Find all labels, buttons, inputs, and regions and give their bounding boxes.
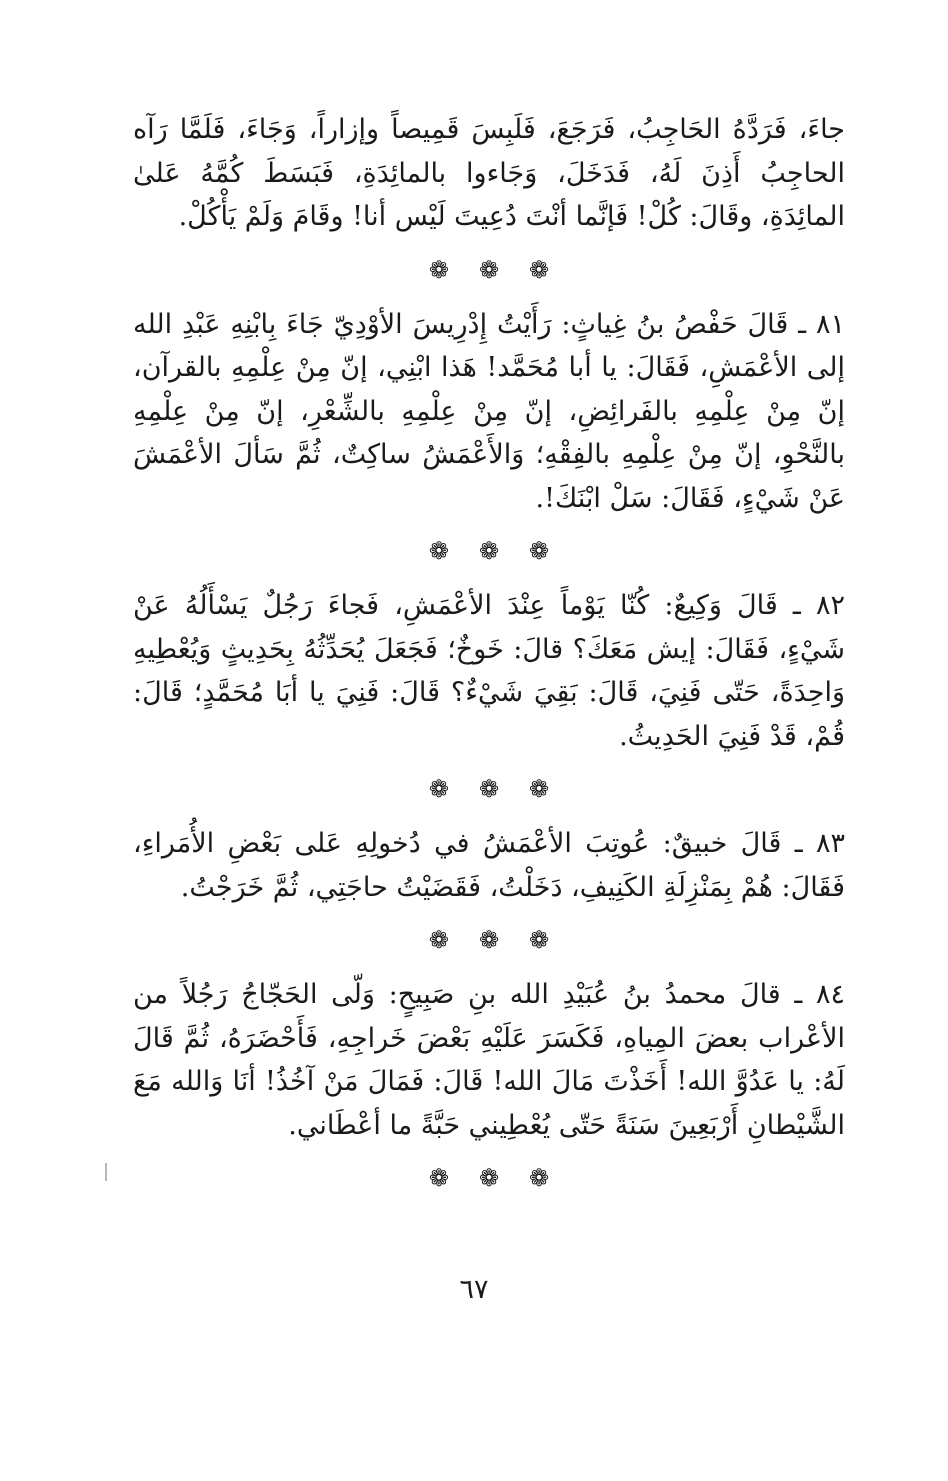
flower-icon: ❁ [478,1164,500,1192]
flower-icon: ❁ [428,255,449,284]
paragraph-continuation: جاءَ، فَرَدَّهُ الحَاجِبُ، فَرَجَعَ، فَلَبِسَ قَمِيصاً وإزاراً، وَجَاءَ، فَلَمَّا رَآه الحاجِبُ أَذِنَ لَهُ، فَدَخَلَ، وَجَاءوا بالمائِدَةِ، فَبَسَطَ كُمَّهُ عَلىٰ المائِدَةِ، وقَالَ: كُلْ! فَإنَّما أنْتَ دُعِيتَ لَيْس أنا! وقَامَ وَلَمْ يَأْكُلْ. [133,114,845,232]
paragraph-82: ٨٢ ـ قَالَ وَكِيعٌ: كُنّا يَوْماً عِنْدَ الأعْمَشِ، فَجاءَ رَجُلٌ يَسْأَلُهُ عَنْ شَيْءٍ، فَقَالَ: إيش مَعَكَ؟ قالَ: خَوخٌ؛ فَجَعَلَ يُحَدِّثُهُ بِحَدِيثٍ وَيُعْطِيهِ وَاحِدَةً، حَتّى فَنِيَ، قَالَ: بَقِيَ شَيْءٌ؟ قَالَ: فَنِيَ يا أبَا مُحَمَّدٍ؛ قَالَ: قُمْ، قَدْ فَنِيَ الحَدِيثُ. [133,590,845,752]
book-page [133,108,845,1211]
section-separator [133,1155,845,1201]
section-separator [133,766,845,812]
margin-mark [105,1163,107,1181]
flower-icon: ❁ [478,926,500,954]
flower-icon: ❁ [529,1164,550,1192]
flower-icon: ❁ [529,926,550,954]
section-separator [133,247,845,293]
flower-icon: ❁ [529,255,550,284]
paragraph-81: ٨١ ـ قَالَ حَفْصُ بنُ غِياثٍ: رَأَيْتُ إِدْرِيسَ الأوْدِيّ جَاءَ بِابْنِهِ عَبْدِ الله إلى الأعْمَشِ، فَقَالَ: يا أبا مُحَمَّد! هَذا ابْنِي، إنّ مِنْ عِلْمِهِ بالقرآن، إنّ مِنْ عِلْمِهِ بالفَرائِضِ، إنّ مِنْ عِلْمِهِ بالشِّعْرِ، إنّ مِنْ عِلْمِهِ بالنَّحْوِ، إنّ مِنْ عِلْمِهِ بالفِقْهِ؛ وَالأَعْمَشُ ساكِتٌ، ثُمَّ سَألَ الأعْمَشَ عَنْ شَيْءٍ، فَقَالَ: سَلْ ابْنَكَ!. [133,308,845,514]
section-separator [133,917,845,963]
section-separator [133,528,845,574]
flower-icon: ❁ [478,255,500,284]
flower-icon: ❁ [529,775,550,803]
flower-icon: ❁ [478,537,500,565]
flower-icon: ❁ [478,775,500,803]
page-number: ٦٧ [459,1274,489,1305]
flower-icon: ❁ [428,926,449,954]
flower-icon: ❁ [529,537,550,565]
paragraph-83: ٨٣ ـ قَالَ خبيقٌ: عُوتِبَ الأعْمَشُ في دُخولِهِ عَلى بَعْضِ الأُمَراءِ، فَقَالَ: هُمْ بِمَنْزِلَةِ الكَنِيفِ، دَخَلْتُ، فَقَضَيْتُ حاجَتِي، ثُمَّ خَرَجْتُ. [133,828,845,903]
flower-icon: ❁ [428,537,449,565]
paragraph-84: ٨٤ ـ قالَ محمدُ بنُ عُبَيْدِ الله بنِ صَبِيحٍ: وَلّى الحَجّاجُ رَجُلاً من الأعْراب بعضَ المِياهِ، فَكَسَرَ عَلَيْهِ بَعْضَ خَراجِهِ، فَأَحْضَرَهُ، ثُمَّ قَالَ لَهُ: يا عَدُوَّ الله! أَخَذْتَ مَالَ الله! قَالَ: فَمَالَ مَنْ آخُذُ! أنَا وَالله مَعَ الشَّيْطانِ أَرْبَعِينَ سَنَةً حَتّى يُعْطِيني حَبَّةً ما أعْطَاني. [133,979,845,1141]
flower-icon: ❁ [428,775,449,803]
flower-icon: ❁ [428,1164,449,1192]
